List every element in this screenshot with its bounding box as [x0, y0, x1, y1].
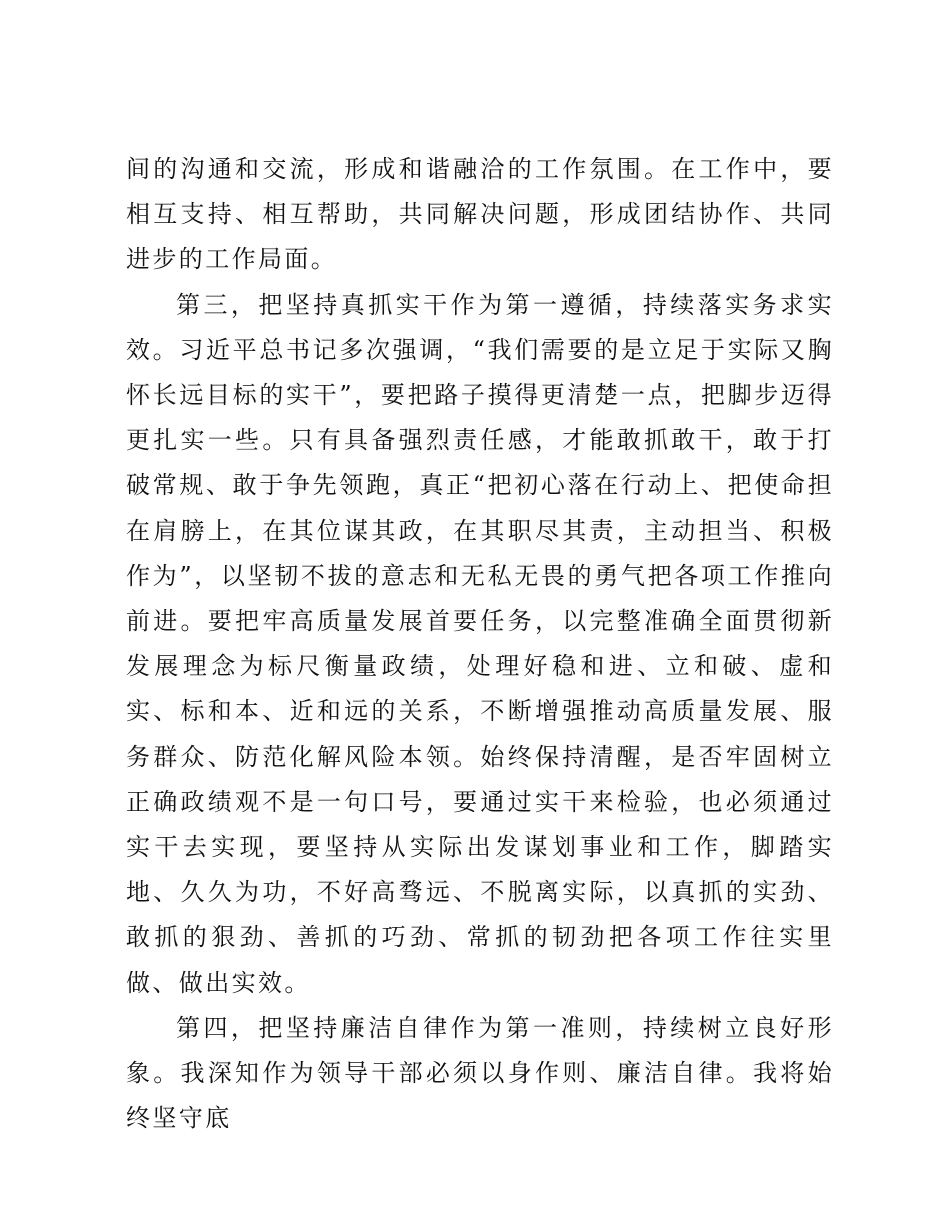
paragraph-fourth-point: 第四，把坚持廉洁自律作为第一准则，持续树立良好形象。我深知作为领导干部必须以身作则、廉洁自律。我将始终坚守底: [126, 1013, 834, 1133]
document-body: [126, 147, 834, 1141]
paragraph-third-point: 第三，把坚持真抓实干作为第一遵循，持续落实务求实效。习近平总书记多次强调，“我们需要的是立足于实际又胸怀长远目标的实干”，要把路子摸得更清楚一点，把脚步迈得更扎实一些。只有具备强烈责任感，才能敢抓敢干，敢于打破常规、敢于争先领跑，真正“把初心落在行动上、把使命担在肩膀上，在其位谋其政，在其职尽其责，主动担当、积极作为”，以坚韧不拔的意志和无私无畏的勇气把各项工作推向前进。要把牢高质量发展首要任务，以完整准确全面贯彻新发展理念为标尺衡量政绩，处理好稳和进、立和破、虚和实、标和本、近和远的关系，不断增强推动高质量发展、服务群众、防范化解风险本领。始终保持清醒，是否牢固树立正确政绩观不是一句口号，要通过实干来检验，也必须通过实干去实现，要坚持从实际出发谋划事业和工作，脚踏实地、久久为功，不好高骛远、不脱离实际，以真抓的实劲、敢抓的狠劲、善抓的巧劲、常抓的韧劲把各项工作往实里做、做出实效。: [126, 290, 834, 997]
paragraph-continuation: 间的沟通和交流，形成和谐融洽的工作氛围。在工作中，要相互支持、相互帮助，共同解决问题，形成团结协作、共同进步的工作局面。: [126, 155, 834, 274]
